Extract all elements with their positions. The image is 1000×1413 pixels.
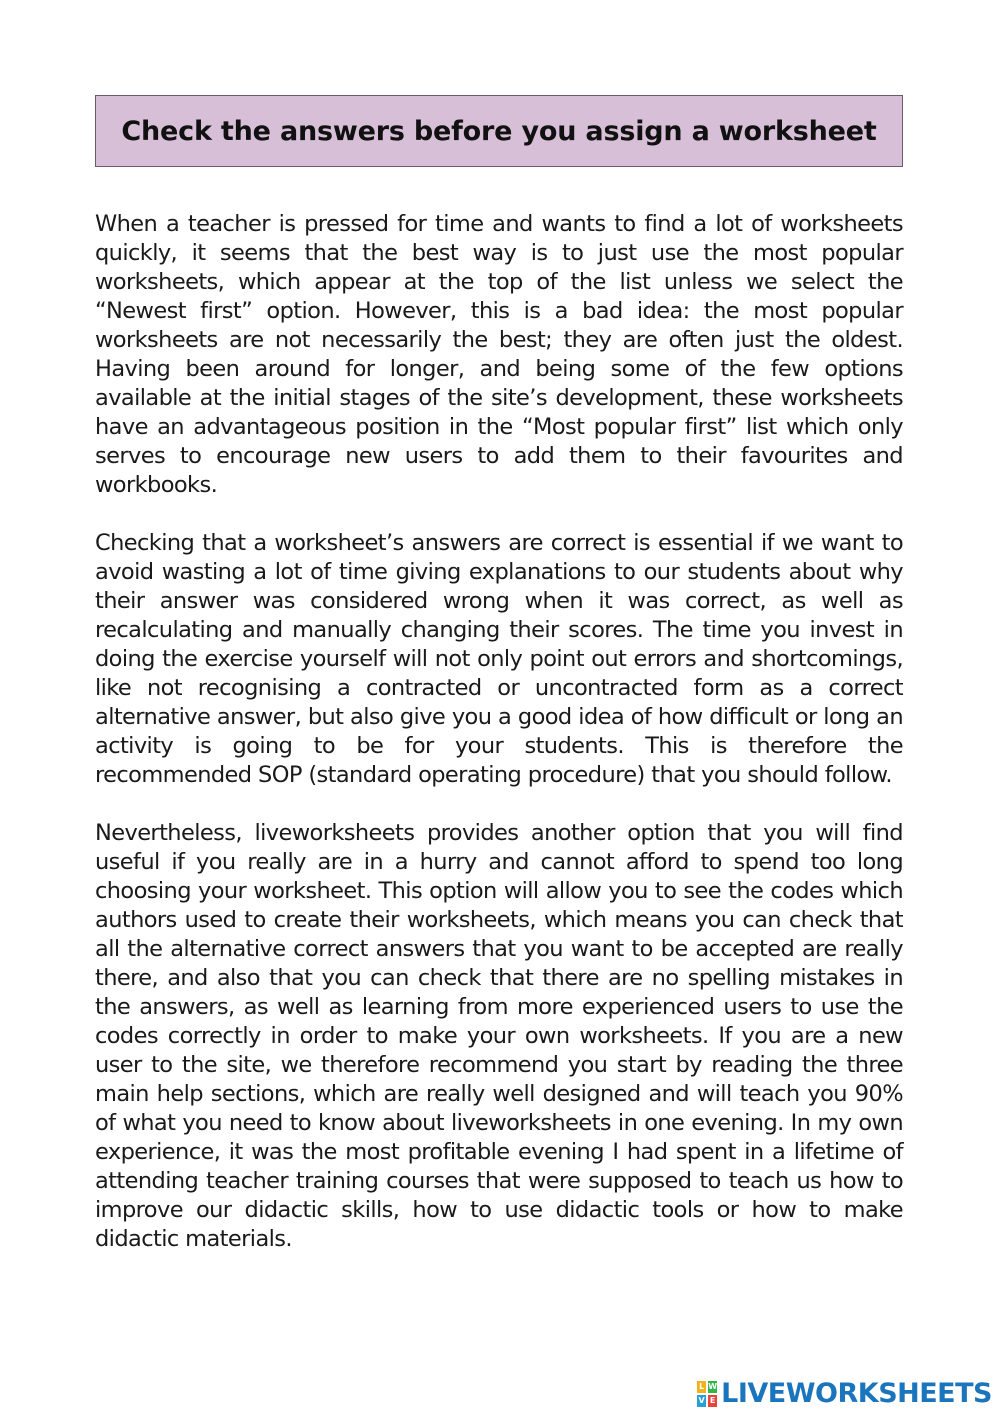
logo-block-w: W [708, 1382, 718, 1391]
paragraph-2: Checking that a worksheet’s answers are correct is essential if we want to avoid wasting a lot of time giving explanations to our students about why their answer was considered wrong when it was correct, as well as recalculating and manually changing their scores. The time you invest in doing the exercise yourself will not only point out errors and shortcomings, like not recognising a contracted or uncontracted form as a correct alternative answer, but also give you a good idea of how difficult or long an activity is going to be for your students. This is therefore the recommended SOP (standard operating procedure) that you should follow. [95, 530, 903, 788]
brand-name: LIVEWORKSHEETS [721, 1378, 992, 1409]
article-body [95, 210, 903, 1283]
logo-block-l: L [699, 1382, 705, 1391]
paragraph-1: When a teacher is pressed for time and wants to find a lot of worksheets quickly, it seems that the best way is to just use the most popular worksheets, which appear at the top of the list unless we select the “Newest first” option. However, this is a bad idea: the most popular worksheets are not necessarily the best; they are often just the oldest. Having been around for longer, and being some of the few options available at the initial stages of the site’s development, these worksheets have an advantageous position in the “Most popular first” list which only serves to encourage new users to add them to their favourites and workbooks. [95, 211, 903, 498]
logo-block-v: V [698, 1396, 705, 1405]
title-box [95, 95, 903, 167]
liveworksheets-logo [697, 1378, 992, 1409]
logo-block-e: E [709, 1396, 716, 1405]
logo-blocks-icon [697, 1381, 717, 1407]
paragraph-3: Nevertheless, liveworksheets provides another option that you will find useful if you really are in a hurry and cannot afford to spend too long choosing your worksheet. This option will allow you to see the codes which authors used to create their worksheets, which means you can check that all the alternative correct answers that you want to be accepted are really there, and also that you can check that there are no spelling mistakes in the answers, as well as learning from more experienced users to use the codes correctly in order to make your own worksheets. If you are a new user to the site, we therefore recommend you start by reading the three main help sections, which are really well designed and will teach you 90% of what you need to know about liveworksheets in one evening. In my own experience, it was the most profitable evening I had spent in a lifetime of attending teacher training courses that were supposed to teach us how to improve our didactic skills, how to use didactic tools or how to make didactic materials. [95, 820, 903, 1252]
page-title: Check the answers before you assign a worksheet [121, 115, 877, 147]
